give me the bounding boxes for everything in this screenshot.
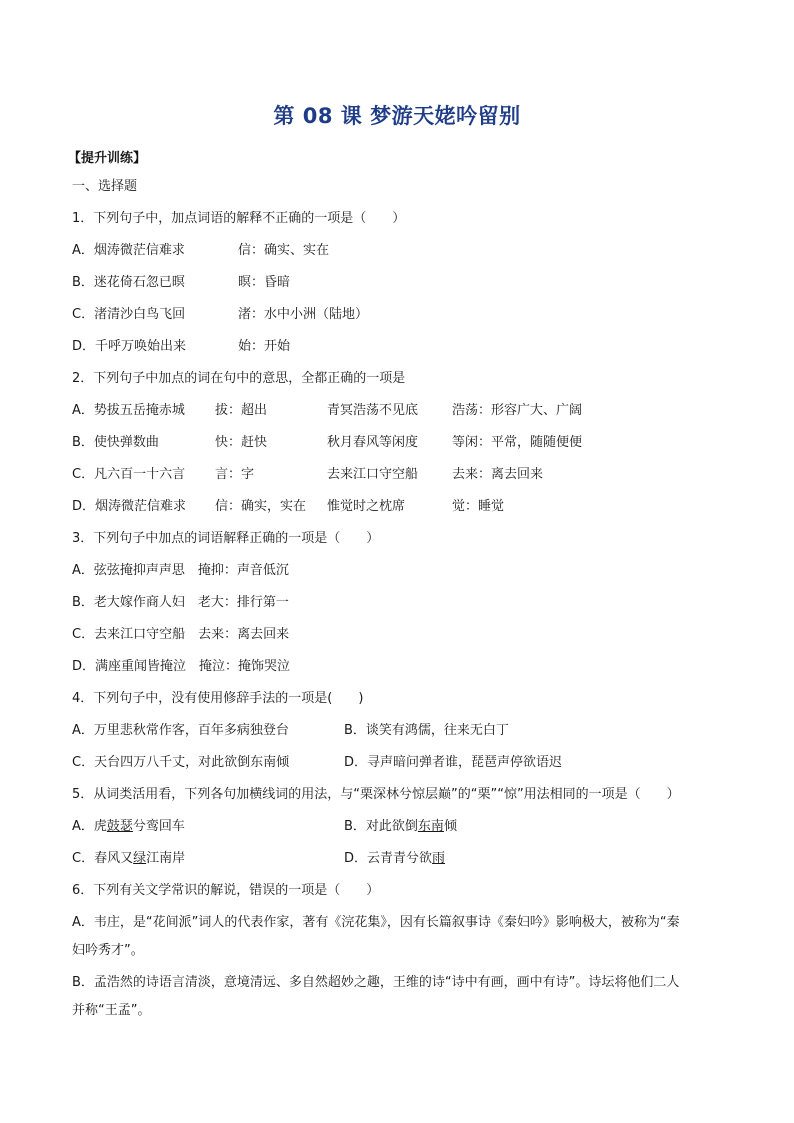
option-text: B．使快弹数曲 bbox=[72, 435, 159, 450]
q5-option-d: D．云青青兮欲雨 bbox=[344, 851, 446, 866]
option-text: B．迷花倚石忽已暝 bbox=[72, 275, 185, 290]
option-gloss: 言：字 bbox=[215, 467, 255, 482]
option-text: A．烟涛微茫信难求 bbox=[72, 243, 185, 258]
option-text-2: 去来江口守空船 bbox=[327, 467, 419, 482]
q3-stem: 3．下列句子中加点的词语解释正确的一项是（ ） bbox=[72, 531, 380, 546]
option-text-2: 惟觉时之枕席 bbox=[327, 499, 406, 514]
q6-option-b-line-2: 并称“王孟”。 bbox=[72, 1003, 151, 1018]
q3-option-c: C．去来江口守空船 去来：离去回来 bbox=[72, 627, 290, 642]
q5-option-b: B．对此欲倒东南倾 bbox=[344, 819, 457, 834]
q6-stem: 6．下列有关文学常识的解说，错误的一项是（ ） bbox=[72, 883, 380, 898]
option-text: C．渚清沙白鸟飞回 bbox=[72, 307, 186, 322]
option-gloss: 信：确实，实在 bbox=[215, 499, 307, 514]
q4-option-a: A．万里悲秋常作客，百年多病独登台 bbox=[72, 723, 289, 738]
q6-option-b-line-1: B．孟浩然的诗语言清淡，意境清远、多自然超妙之趣，王维的诗“诗中有画，画中有诗”。诗坛将他们二人 bbox=[72, 975, 680, 990]
q1-stem: 1．下列句子中，加点词语的解释不正确的一项是（ ） bbox=[72, 211, 406, 226]
option-text-2: 秋月春风等闲度 bbox=[327, 435, 419, 450]
underlined-word: 雨 bbox=[432, 851, 446, 866]
option-gloss-2: 等闲：平常，随随便便 bbox=[452, 435, 583, 450]
q3-option-a: A．弦弦掩抑声声思 掩抑：声音低沉 bbox=[72, 563, 289, 578]
q5-option-c: C．春风又绿江南岸 bbox=[72, 851, 186, 866]
section-label: 【提升训练】 bbox=[68, 151, 147, 166]
q4-option-c: C．天台四万八千丈，对此欲倒东南倾 bbox=[72, 755, 290, 770]
option-gloss-2: 去来：离去回来 bbox=[452, 467, 544, 482]
option-gloss: 拔：超出 bbox=[215, 403, 268, 418]
option-gloss-2: 浩荡：形容广大、广阔 bbox=[452, 403, 583, 418]
part-heading: 一、选择题 bbox=[72, 179, 138, 194]
q5-option-a: A．虎鼓瑟兮鸾回车 bbox=[72, 819, 185, 834]
q4-option-b: B．谈笑有鸿儒，往来无白丁 bbox=[344, 723, 509, 738]
option-text-2: 青冥浩荡不见底 bbox=[327, 403, 419, 418]
option-gloss: 渚：水中小洲（陆地） bbox=[238, 307, 369, 322]
option-gloss: 信：确实、实在 bbox=[238, 243, 330, 258]
q6-option-a-line-1: A．韦庄，是“花间派”词人的代表作家，著有《浣花集》，因有长篇叙事诗《秦妇吟》影响极大，被称为“秦 bbox=[72, 915, 680, 930]
option-text: D．千呼万唤始出来 bbox=[72, 339, 187, 354]
option-gloss: 快：赶快 bbox=[215, 435, 268, 450]
option-text: C．凡六百一十六言 bbox=[72, 467, 186, 482]
option-text: D．烟涛微茫信难求 bbox=[72, 499, 187, 514]
option-text: A．势拔五岳掩赤城 bbox=[72, 403, 185, 418]
underlined-word: 东南 bbox=[417, 819, 444, 834]
q3-option-b: B．老大嫁作商人妇 老大：排行第一 bbox=[72, 595, 289, 610]
option-gloss: 始：开始 bbox=[238, 339, 291, 354]
q2-stem: 2．下列句子中加点的词在句中的意思，全都正确的一项是 bbox=[72, 371, 406, 386]
q3-option-d: D．满座重闻皆掩泣 掩泣：掩饰哭泣 bbox=[72, 659, 291, 674]
option-gloss-2: 觉：睡觉 bbox=[452, 499, 505, 514]
q4-stem: 4．下列句子中，没有使用修辞手法的一项是( ) bbox=[72, 691, 364, 706]
q5-stem: 5．从词类活用看，下列各句加横线词的用法，与“栗深林兮惊层巅”的“栗”“惊”用法相同的一项是（ ） bbox=[72, 787, 680, 802]
q6-option-a-line-2: 妇吟秀才”。 bbox=[72, 943, 144, 958]
underlined-word: 绿 bbox=[133, 851, 147, 866]
q4-option-d: D．寻声暗问弹者谁，琵琶声停欲语迟 bbox=[344, 755, 563, 770]
option-gloss: 暝：昏暗 bbox=[238, 275, 291, 290]
page-title: 第 08 课 梦游天姥吟留别 bbox=[273, 104, 521, 128]
underlined-word: 鼓瑟 bbox=[106, 819, 133, 834]
